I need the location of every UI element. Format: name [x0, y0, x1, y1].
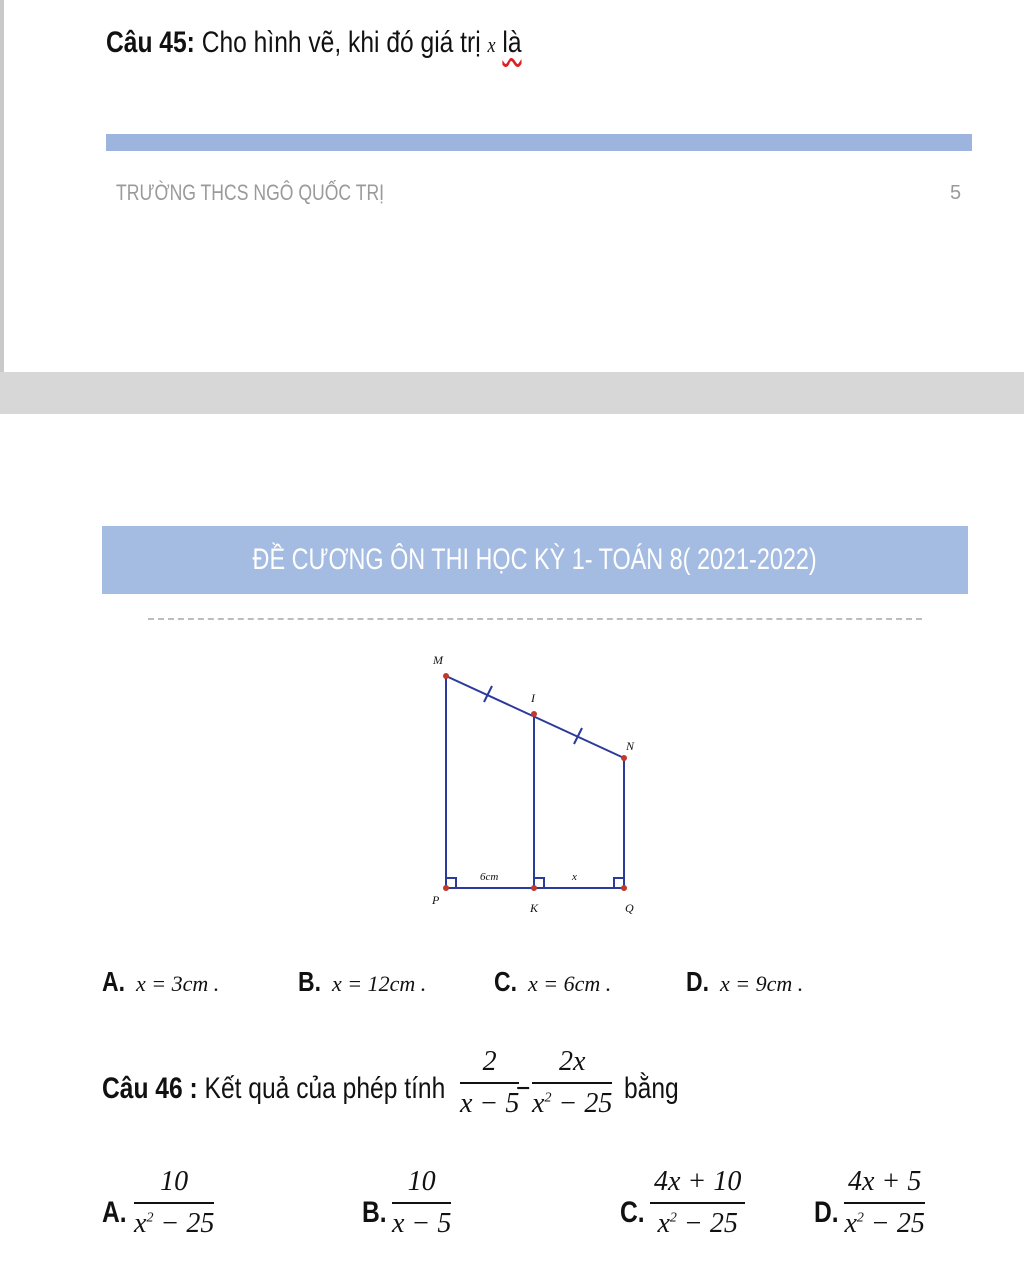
point-i — [531, 711, 537, 717]
q46-answer-d-fraction[interactable] — [844, 1166, 925, 1240]
q46-answer-d-den-exp: 2 — [856, 1210, 864, 1226]
q46-answer-d-letter[interactable]: D. — [814, 1196, 839, 1229]
footer-page-number: 5 — [950, 182, 962, 204]
question-45-tail: là — [502, 26, 522, 59]
q46-answer-c-fraction[interactable] — [650, 1166, 745, 1240]
question-45-title — [106, 26, 522, 60]
q46-answer-b-letter[interactable]: B. — [362, 1196, 387, 1229]
label-kq-length: x — [572, 871, 577, 883]
q46-answer-c-den-base: x — [657, 1208, 670, 1239]
q46-answer-b-den: x − 5 — [392, 1208, 452, 1239]
q46-answer-a-den-exp: 2 — [146, 1210, 154, 1226]
point-k — [531, 885, 537, 891]
dashed-separator — [148, 618, 922, 620]
q46-answer-d-num: 4x + 5 — [844, 1166, 925, 1204]
question-45-var: x — [487, 32, 496, 57]
page-top — [0, 0, 1024, 372]
q45-answer-b-letter: B. — [298, 966, 321, 997]
page-gap — [0, 372, 1024, 414]
q46-answer-b-num: 10 — [392, 1166, 451, 1204]
geometry-figure — [420, 640, 650, 940]
q46-answer-a-den-rest: − 25 — [153, 1208, 215, 1239]
q46-fraction-2 — [532, 1046, 612, 1120]
q46-answer-a-fraction[interactable] — [134, 1166, 214, 1240]
q46-answer-c-num: 4x + 10 — [650, 1166, 745, 1204]
point-m — [443, 673, 449, 679]
q46-minus: − — [516, 1072, 531, 1105]
q45-answer-b-value: x = 12cm . — [332, 971, 427, 996]
q46-answer-c-den-exp: 2 — [669, 1210, 677, 1226]
header-title: ĐỀ CƯƠNG ÔN THI HỌC KỲ 1- TOÁN 8( 2021-2022) — [252, 543, 818, 576]
q46-answer-a-den — [134, 1204, 214, 1240]
q46-answer-d-den-rest: − 25 — [863, 1208, 925, 1239]
q46-answer-d-den-base: x — [844, 1208, 857, 1239]
q46-answer-c-den-rest: − 25 — [676, 1208, 738, 1239]
label-k: K — [530, 901, 539, 915]
q46-answer-a-num: 10 — [134, 1166, 214, 1204]
footer-school: TRƯỜNG THCS NGÔ QUỐC TRỊ — [116, 180, 385, 205]
point-p — [443, 885, 449, 891]
q45-answer-a-letter: A. — [102, 966, 125, 997]
q45-answer-a[interactable] — [102, 966, 219, 998]
q46-fraction-2-den — [532, 1084, 612, 1120]
question-46-title — [102, 1072, 445, 1106]
question-46-text: Kết quả của phép tính — [204, 1072, 446, 1105]
q46-fraction-2-den-exp: 2 — [544, 1090, 552, 1106]
q46-answer-d-den — [844, 1204, 925, 1240]
q46-answer-b-fraction[interactable] — [392, 1166, 451, 1240]
label-pk-length: 6cm — [480, 871, 499, 883]
q46-answer-c-den — [650, 1204, 745, 1240]
q46-fraction-2-den-rest: − 25 — [551, 1088, 613, 1119]
q46-answer-c-letter[interactable]: C. — [620, 1196, 645, 1229]
q45-answer-d-value: x = 9cm . — [720, 971, 804, 996]
header-band — [102, 526, 968, 594]
footer-rule — [106, 134, 972, 151]
label-n: N — [626, 739, 635, 753]
q45-answer-d[interactable] — [686, 966, 803, 998]
q46-fraction-2-den-base: x — [532, 1088, 545, 1119]
q45-answer-b[interactable] — [298, 966, 426, 998]
question-46-label: Câu 46 : — [102, 1072, 198, 1105]
q45-answer-a-value: x = 3cm . — [136, 971, 220, 996]
q46-answer-a-den-base: x — [134, 1208, 147, 1239]
question-46-tail: bằng — [624, 1072, 679, 1105]
point-n — [621, 755, 627, 761]
q46-fraction-1-den: x − 5 — [460, 1088, 520, 1119]
label-i: I — [531, 691, 535, 705]
q46-fraction-2-num: 2x — [532, 1046, 612, 1084]
label-q: Q — [625, 901, 634, 915]
label-p: P — [432, 893, 440, 907]
q45-answer-c-letter: C. — [494, 966, 517, 997]
q45-answer-c[interactable] — [494, 966, 611, 998]
label-m: M — [433, 653, 443, 667]
q45-answer-d-letter: D. — [686, 966, 709, 997]
q46-fraction-1 — [460, 1046, 519, 1120]
point-q — [621, 885, 627, 891]
question-45-text: Cho hình vẽ, khi đó giá trị — [201, 26, 481, 59]
q46-fraction-1-num: 2 — [460, 1046, 519, 1084]
q46-answer-a-letter[interactable]: A. — [102, 1196, 127, 1229]
q45-answer-c-value: x = 6cm . — [528, 971, 612, 996]
question-45-label: Câu 45: — [106, 26, 195, 59]
